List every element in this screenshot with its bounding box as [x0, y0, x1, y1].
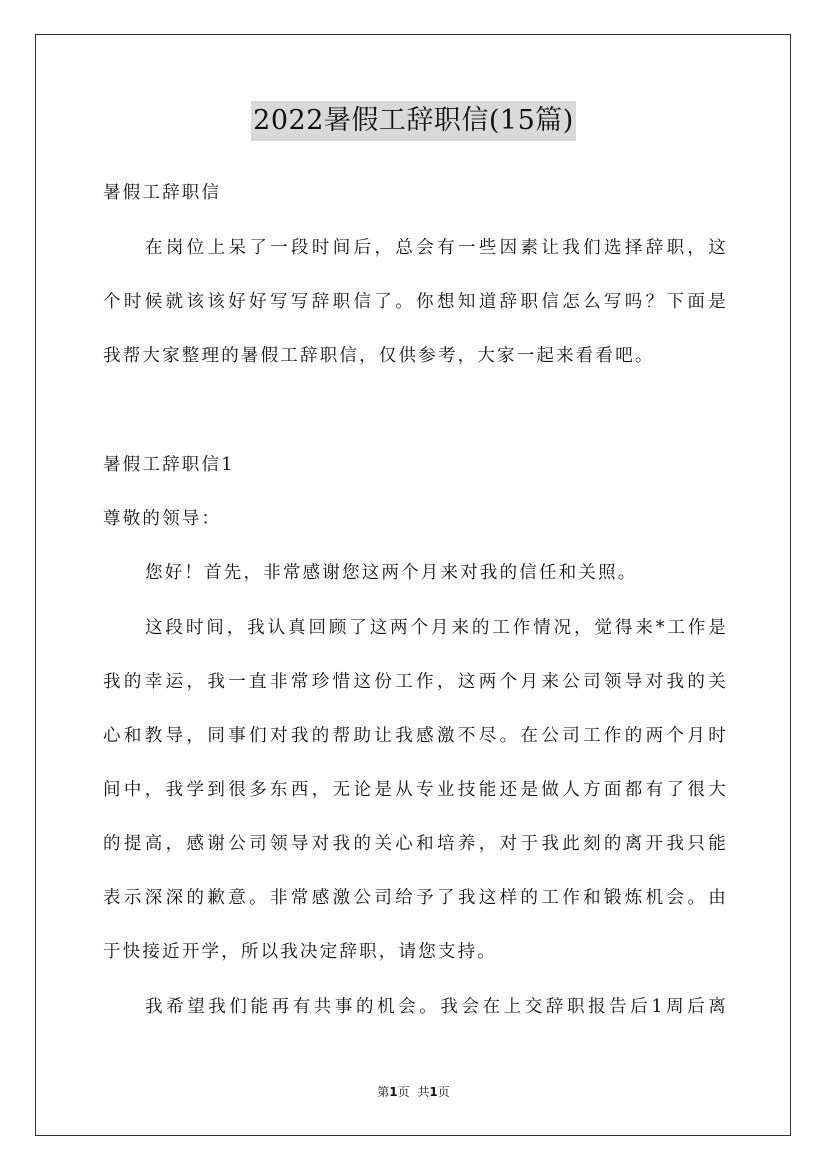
paragraph-line: 在岗位上呆了一段时间后，总会有一些因素让我们选择辞职，这 — [145, 238, 728, 258]
total-prefix: 共 — [417, 1085, 430, 1099]
letter-heading: 暑假工辞职信1 — [103, 455, 235, 475]
paragraph-line: 我帮大家整理的暑假工辞职信，仅供参考，大家一起来看看吧。 — [103, 346, 655, 366]
paragraph-line: 我的幸运，我一直非常珍惜这份工作，这两个月来公司领导对我的关 — [103, 672, 728, 692]
total-pages: 1 — [429, 1085, 438, 1099]
paragraph-line: 您好！首先，非常感谢您这两个月来对我的信任和关照。 — [145, 563, 638, 583]
page-suffix: 页 — [397, 1085, 410, 1099]
total-suffix: 页 — [437, 1085, 450, 1099]
paragraph-line: 我希望我们能再有共事的机会。我会在上交辞职报告后1周后离 — [145, 997, 728, 1017]
salutation: 尊敬的领导： — [103, 509, 222, 529]
document-title: 2022暑假工辞职信(15篇) — [251, 101, 576, 141]
paragraph-line: 的提高，感谢公司领导对我的关心和培养，对于我此刻的离开我只能 — [103, 834, 728, 854]
paragraph-line: 个时候就该该好好写写辞职信了。你想知道辞职信怎么写吗？下面是 — [103, 292, 728, 312]
paragraph-line: 表示深深的歉意。非常感激公司给予了我这样的工作和锻炼机会。由 — [103, 888, 728, 908]
page-footer — [0, 1084, 827, 1100]
paragraph-line: 间中，我学到很多东西，无论是从专业技能还是做人方面都有了很大 — [103, 780, 728, 800]
paragraph-line: 这段时间，我认真回顾了这两个月来的工作情况，觉得来*工作是 — [145, 618, 728, 638]
title-container — [0, 101, 827, 141]
page-prefix: 第 — [377, 1085, 390, 1099]
paragraph-line: 心和教导，同事们对我的帮助让我感激不尽。在公司工作的两个月时 — [103, 726, 728, 746]
section-heading: 暑假工辞职信 — [103, 183, 222, 203]
page-number: 1 — [389, 1085, 398, 1099]
paragraph-line: 于快接近开学，所以我决定辞职，请您支持。 — [103, 942, 497, 962]
